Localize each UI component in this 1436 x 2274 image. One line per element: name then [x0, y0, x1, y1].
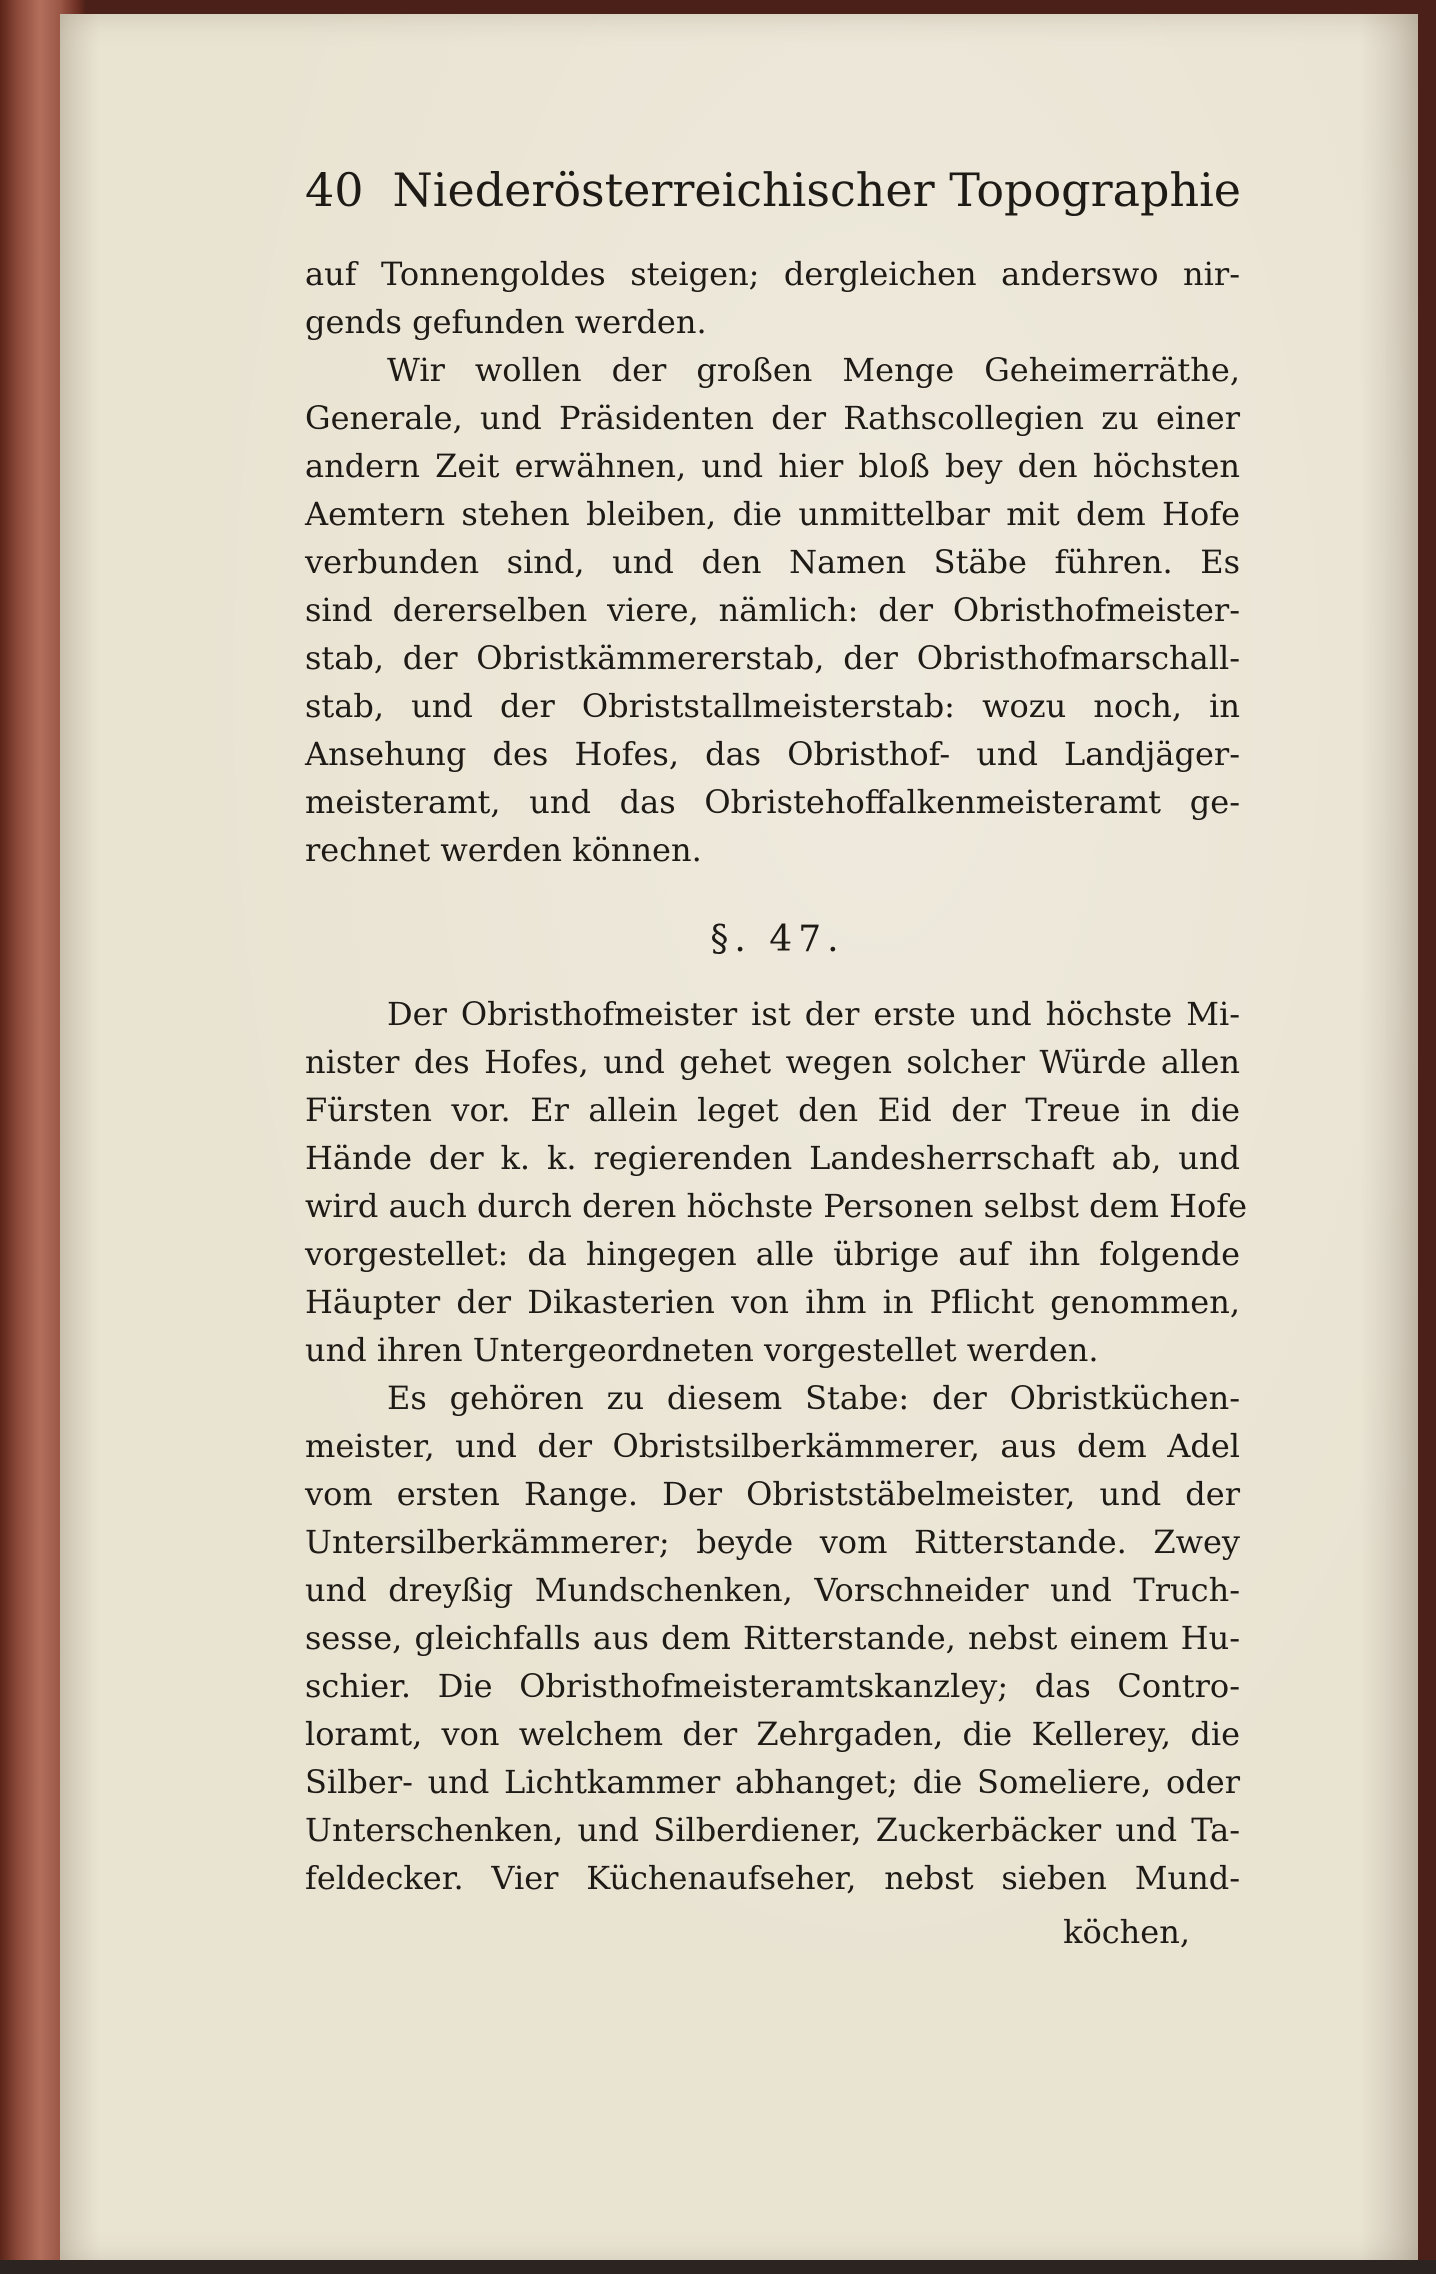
- text-line: Aemtern stehen bleiben, die unmittelbar mit dem Hofe: [305, 495, 1240, 533]
- paragraph-4: [305, 1374, 1250, 1902]
- text-line: Der Obristhofmeister ist der erste und höchste Mi-: [387, 995, 1240, 1033]
- text-line: stab, und der Obriststallmeisterstab: wozu noch, in: [305, 687, 1240, 725]
- running-header: [305, 150, 1250, 230]
- text-line: stab, der Obristkämmererstab, der Obristhofmarschall-: [305, 639, 1240, 677]
- page-text: [305, 150, 1250, 1956]
- text-line: schier. Die Obristhofmeisteramtskanzley; das Contro-: [305, 1667, 1240, 1705]
- paragraph-2: [305, 346, 1250, 874]
- section-heading: §. 47.: [710, 919, 845, 960]
- text-line: sesse, gleichfalls aus dem Ritterstande, nebst einem Hu-: [305, 1619, 1240, 1657]
- text-line: meisteramt, und das Obristehoffalkenmeisteramt ge-: [305, 783, 1240, 821]
- text-line: Häupter der Dikasterien von ihm in Pflicht genommen,: [305, 1283, 1240, 1321]
- text-line: verbunden sind, und den Namen Stäbe führen. Es: [305, 543, 1240, 581]
- text-line: nister des Hofes, und gehet wegen solcher Würde allen: [305, 1043, 1240, 1081]
- text-line: rechnet werden können.: [305, 831, 702, 869]
- text-line: Unterschenken, und Silberdiener, Zuckerbäcker und Ta-: [305, 1811, 1240, 1849]
- text-line: Fürsten vor. Er allein leget den Eid der Treue in die: [305, 1091, 1240, 1129]
- text-line: Hände der k. k. regierenden Landesherrschaft ab, und: [305, 1139, 1240, 1177]
- text-line: Ansehung des Hofes, das Obristhof- und Landjäger-: [305, 735, 1240, 773]
- text-line: meister, und der Obristsilberkämmerer, aus dem Adel: [305, 1427, 1240, 1465]
- text-line: vorgestellet: da hingegen alle übrige auf ihn folgende: [305, 1235, 1240, 1273]
- text-line: Es gehören zu diesem Stabe: der Obristküchen-: [387, 1379, 1240, 1417]
- text-line: Untersilberkämmerer; beyde vom Ritterstande. Zwey: [305, 1523, 1240, 1561]
- text-line: feldecker. Vier Küchenaufseher, nebst sieben Mund-: [305, 1859, 1240, 1897]
- text-line: und dreyßig Mundschenken, Vorschneider und Truch-: [305, 1571, 1240, 1609]
- text-line: andern Zeit erwähnen, und hier bloß bey den höchsten: [305, 447, 1240, 485]
- text-line: Wir wollen der großen Menge Geheimerräthe,: [387, 351, 1240, 389]
- text-line: sind dererselben viere, nämlich: der Obristhofmeister-: [305, 591, 1240, 629]
- text-line: wird auch durch deren höchste Personen selbst dem Hofe: [305, 1187, 1248, 1225]
- text-line: loramt, von welchem der Zehrgaden, die Kellerey, die: [305, 1715, 1240, 1753]
- text-line: auf Tonnengoldes steigen; dergleichen anderswo nir-: [305, 255, 1240, 293]
- running-title: Niederösterreichischer Topographie: [392, 163, 1242, 217]
- text-line: gends gefunden werden.: [305, 303, 707, 341]
- paragraph-1: [305, 250, 1250, 346]
- text-line: Silber- und Lichtkammer abhanget; die Someliere, oder: [305, 1763, 1240, 1801]
- page-bottom-edge: [0, 2260, 1436, 2274]
- text-line: und ihren Untergeordneten vorgestellet werden.: [305, 1331, 1099, 1369]
- text-line: vom ersten Range. Der Obriststäbelmeister, und der: [305, 1475, 1240, 1513]
- text-line: Generale, und Präsidenten der Rathscollegien zu einer: [305, 399, 1240, 437]
- catchword: köchen,: [1063, 1913, 1190, 1951]
- paragraph-3: [305, 990, 1250, 1374]
- page-number: 40: [305, 163, 364, 217]
